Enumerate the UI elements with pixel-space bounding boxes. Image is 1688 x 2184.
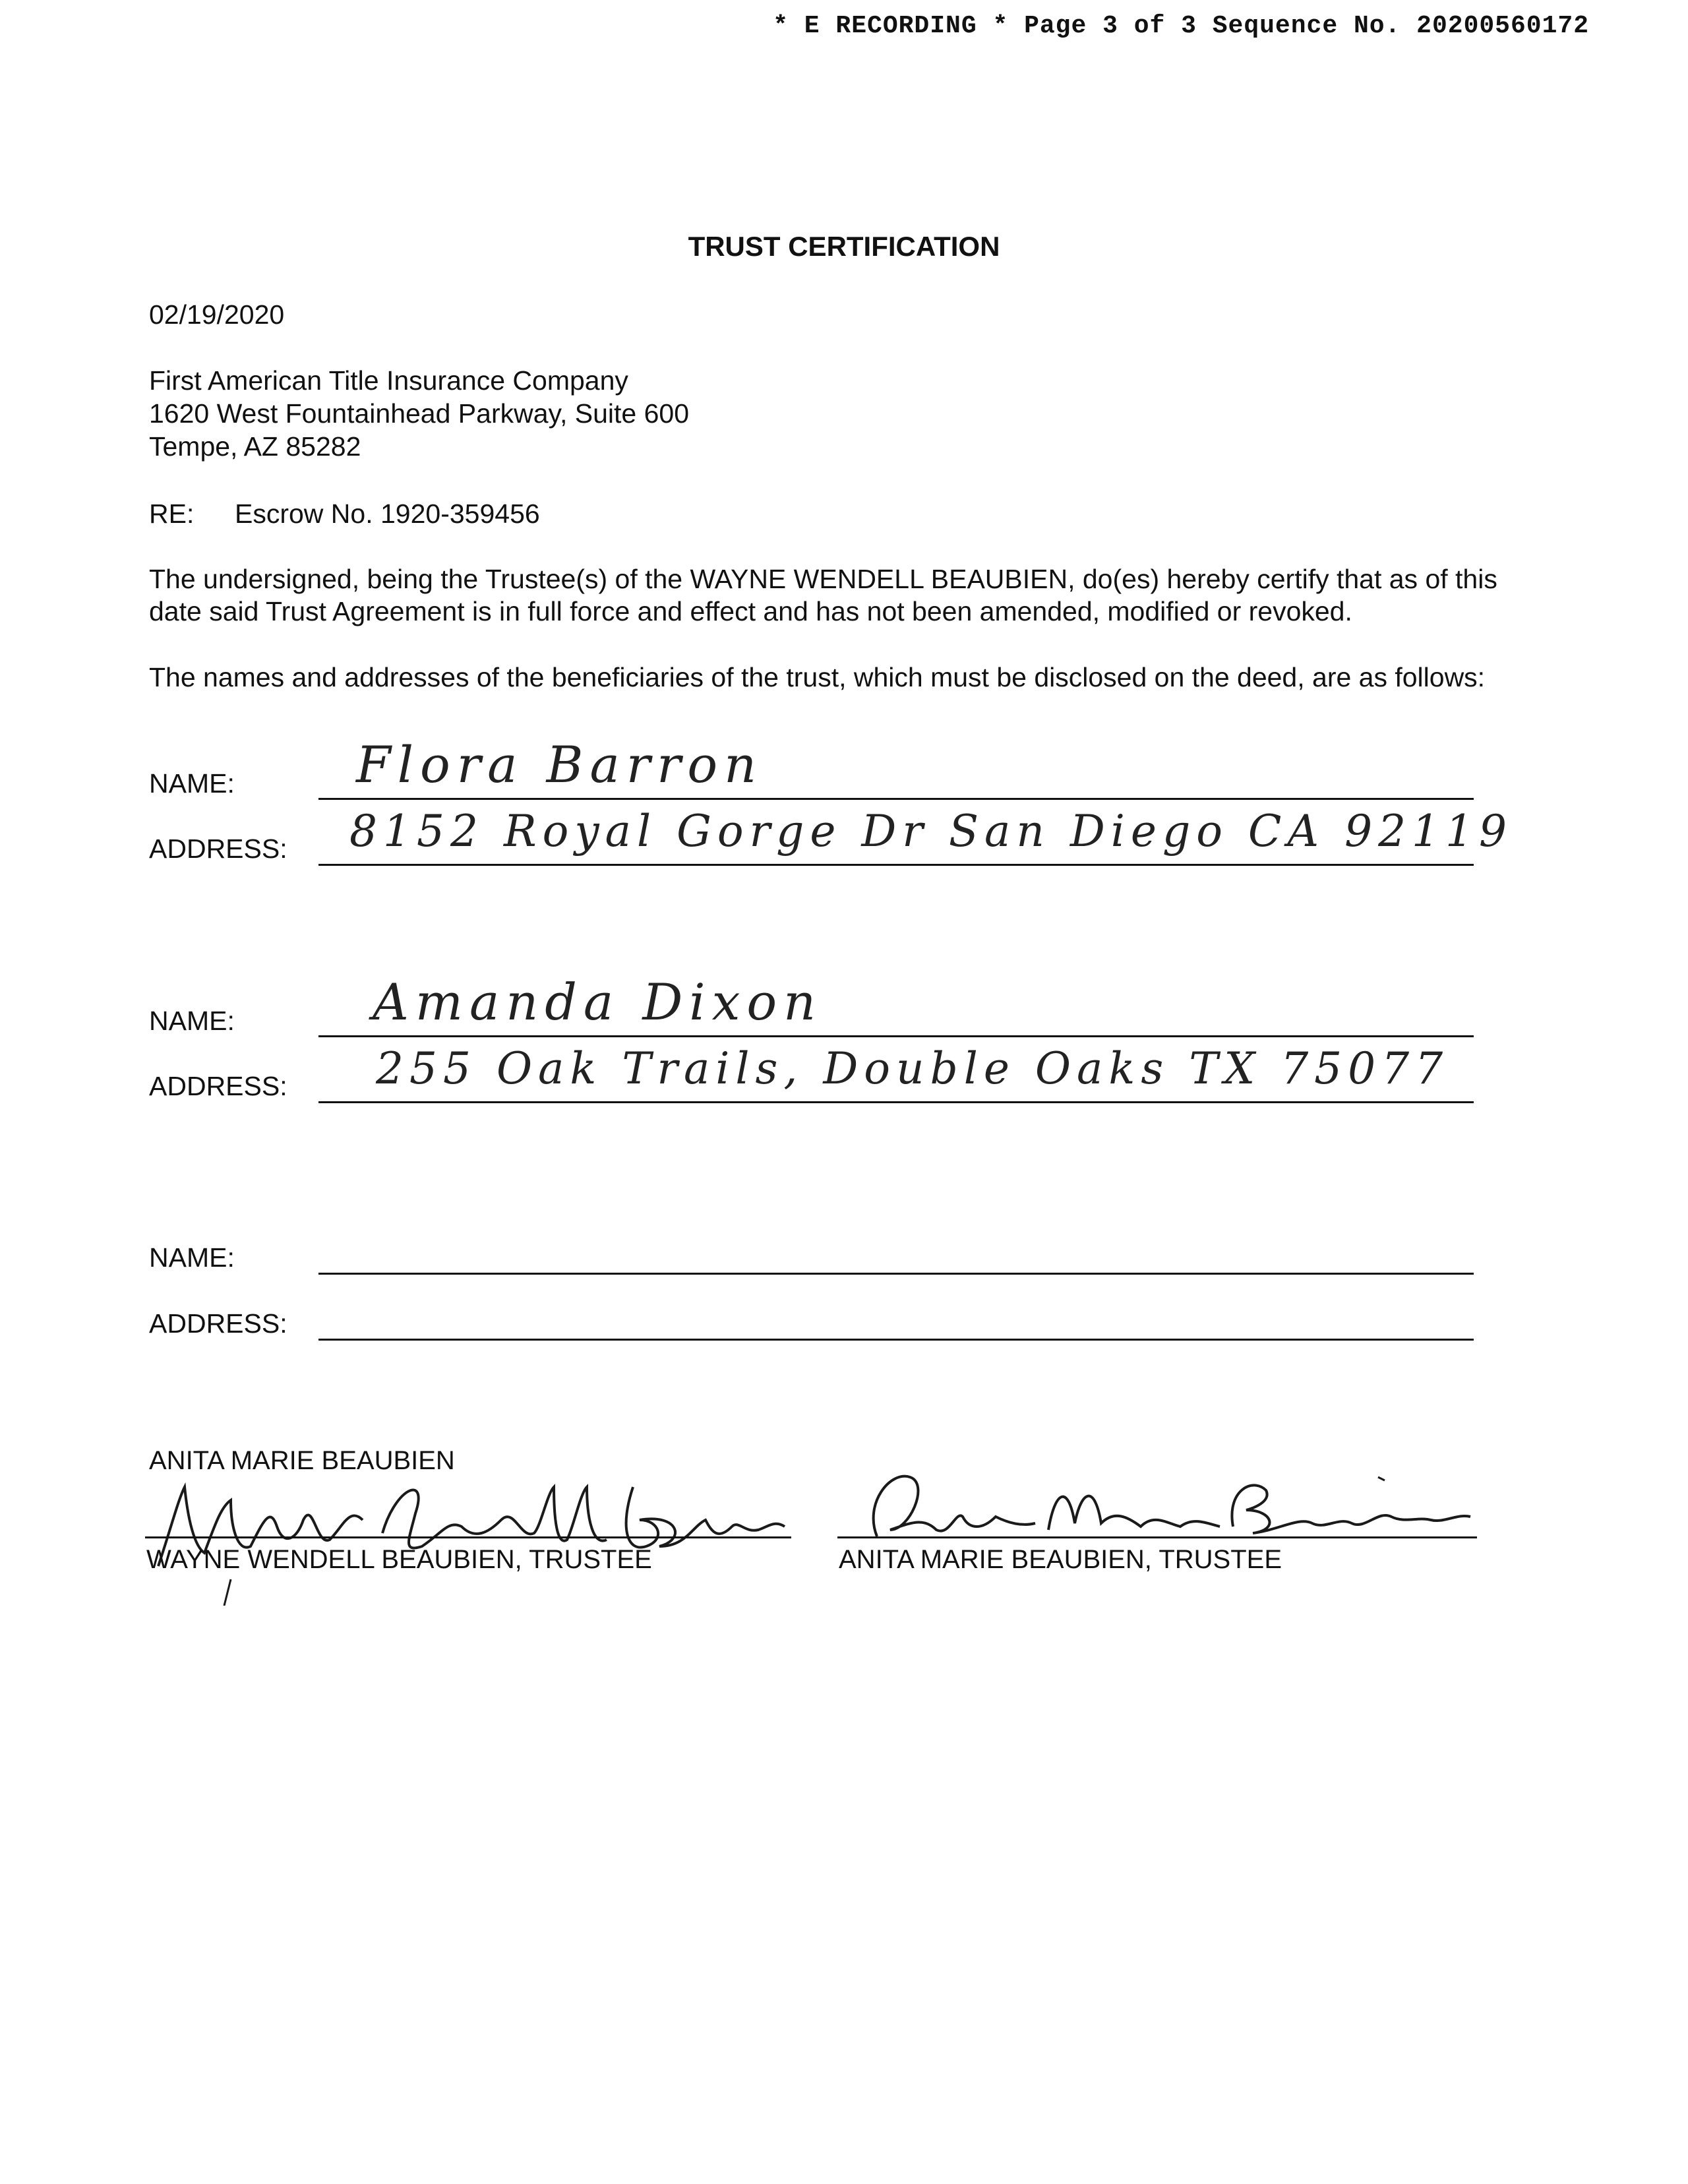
beneficiary-1-address-line [318,864,1474,866]
recipient-street: 1620 West Fountainhead Parkway, Suite 600 [149,398,689,429]
beneficiary-3-name-label: NAME: [149,1242,235,1273]
recipient-city: Tempe, AZ 85282 [149,431,361,462]
beneficiary-1-name: Flora Barron [356,735,764,794]
beneficiary-2-address: 255 Oak Trails, Double Oaks TX 75077 [376,1043,1449,1094]
beneficiary-1-name-label: NAME: [149,768,235,799]
recipient-company: First American Title Insurance Company [149,365,628,396]
beneficiary-3-address-label: ADDRESS: [149,1308,287,1339]
beneficiary-1-address: 8152 Royal Gorge Dr San Diego CA 92119 [349,806,1513,857]
beneficiary-2-name: Amanda Dixon [373,973,823,1031]
beneficiaries-intro: The names and addresses of the beneficiaries of the trust, which must be disclosed on the deed, are as follows: [149,662,1486,692]
beneficiary-1-address-label: ADDRESS: [149,834,287,864]
certification-paragraph-line-2: date said Trust Agreement is in full force and effect and has not been amended, modified or revoked. [149,596,1352,626]
anita-signature-line [837,1536,1477,1538]
document-date: 02/19/2020 [149,299,285,330]
wayne-signature [132,1447,798,1606]
beneficiary-1-name-line [318,798,1474,800]
certification-paragraph-line-1: The undersigned, being the Trustee(s) of the WAYNE WENDELL BEAUBIEN, do(es) hereby certify that as of this [149,564,1497,594]
recording-header: * E RECORDING * Page 3 of 3 Sequence No. 20200560172 [773,12,1589,40]
beneficiary-3-name-line [318,1273,1474,1275]
document-title: TRUST CERTIFICATION [688,231,1000,262]
escrow-number: Escrow No. 1920-359456 [235,499,540,529]
anita-signature-caption: ANITA MARIE BEAUBIEN, TRUSTEE [839,1545,1282,1574]
re-label: RE: [149,499,195,529]
beneficiary-3-address-line [318,1339,1474,1341]
anita-signature [851,1451,1477,1550]
wayne-signature-caption: WAYNE WENDELL BEAUBIEN, TRUSTEE [146,1545,652,1574]
beneficiary-2-address-line [318,1101,1474,1103]
beneficiary-2-name-line [318,1035,1474,1037]
wayne-signature-line [145,1536,791,1538]
beneficiary-2-name-label: NAME: [149,1006,235,1036]
signature-printed-name-above: ANITA MARIE BEAUBIEN [149,1446,455,1475]
beneficiary-2-address-label: ADDRESS: [149,1071,287,1101]
